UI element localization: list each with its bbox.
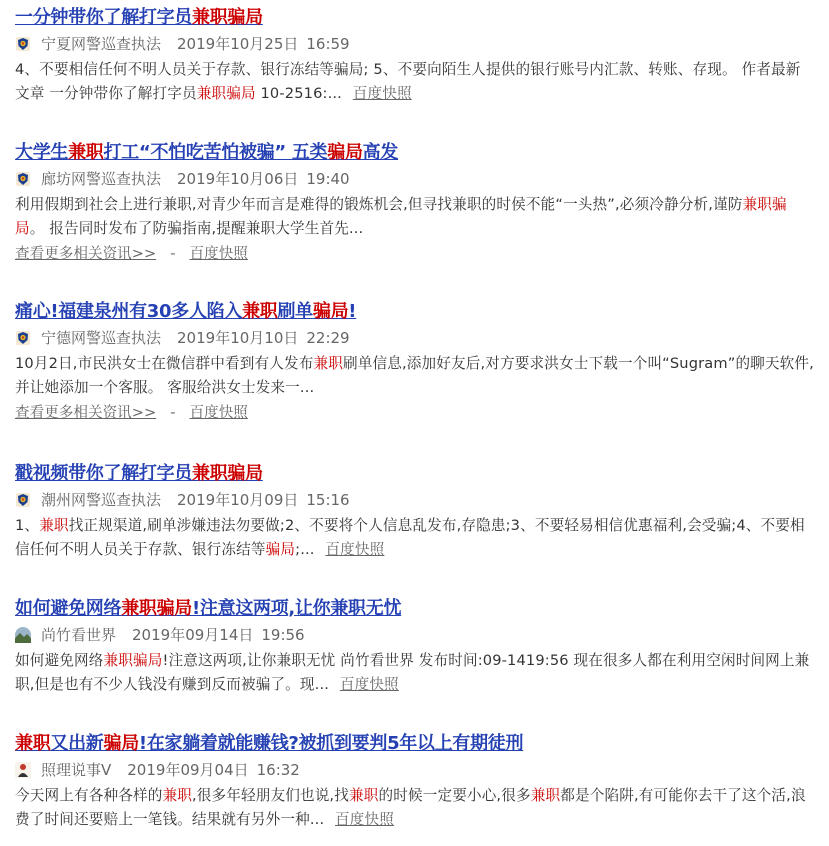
baidu-snapshot-link[interactable]: 百度快照 xyxy=(325,541,385,558)
result-meta xyxy=(15,760,815,780)
text-segment: 如何避免网络 xyxy=(15,598,122,619)
highlighted-keyword: 兼职骗局 xyxy=(15,196,787,237)
text-segment: 利用假期到社会上进行兼职,对青少年而言是难得的锻炼机会,但寻找兼职的时侯不能“一头热”,必须冷静分析,谨防 xyxy=(15,196,743,213)
publish-time: 16:59 xyxy=(306,35,350,53)
result-meta xyxy=(15,169,815,189)
result-meta xyxy=(15,328,815,348)
result-meta xyxy=(15,625,815,645)
source-name: 廊坊网警巡查执法 xyxy=(41,170,162,188)
result-abstract xyxy=(15,193,815,241)
police-badge-icon xyxy=(15,330,31,346)
highlighted-keyword: 兼职 xyxy=(15,733,51,754)
text-segment: 。 报告同时发布了防骗指南,提醒兼职大学生首先... xyxy=(29,220,364,237)
text-segment: !注意这两项,让你兼职无忧 尚竹看世界 发布时间:09-1419:56 现在很多人都在利用空闲时间网上兼职,但是也有不少人钱没有赚到反而被骗了。现... xyxy=(15,652,810,693)
result-title-link[interactable] xyxy=(15,141,815,165)
text-segment: !在家躺着就能赚钱?被抓到要判5年以上有期徒刑 xyxy=(138,733,524,754)
highlighted-keyword: 兼职骗局 xyxy=(121,598,193,619)
highlighted-keyword: 骗局 xyxy=(103,733,139,754)
text-segment: 戳视频带你了解打字员 xyxy=(15,463,192,484)
result-abstract xyxy=(15,784,815,832)
result-item xyxy=(15,141,815,265)
separator: - xyxy=(170,404,176,421)
result-title-link[interactable] xyxy=(15,6,815,30)
publish-time: 22:29 xyxy=(306,329,350,347)
publish-date: 2019年10月25日 xyxy=(177,35,299,53)
baidu-snapshot-link[interactable]: 百度快照 xyxy=(352,85,412,102)
source-name: 潮州网警巡查执法 xyxy=(41,491,162,509)
text-segment: 高发 xyxy=(362,142,399,163)
text-segment: 刷单 xyxy=(277,301,313,322)
text-segment: 痛心!福建泉州有30多人陷入 xyxy=(15,301,243,322)
text-segment: 10月2日,市民洪女士在微信群中看到有人发布 xyxy=(15,355,314,372)
text-segment: 又出新 xyxy=(50,733,104,754)
baidu-snapshot-link[interactable]: 百度快照 xyxy=(189,404,248,421)
publish-date: 2019年09月04日 xyxy=(127,761,249,779)
highlighted-keyword: 兼职骗局 xyxy=(192,7,263,28)
person-avatar-icon xyxy=(15,762,31,778)
highlighted-keyword: 兼职 xyxy=(242,301,278,322)
result-item xyxy=(15,732,815,832)
result-abstract xyxy=(15,58,815,106)
publish-time: 19:56 xyxy=(261,626,305,644)
baidu-snapshot-link[interactable]: 百度快照 xyxy=(335,811,395,828)
landscape-avatar-icon xyxy=(15,627,31,643)
result-meta xyxy=(15,490,815,510)
result-title-link[interactable] xyxy=(15,462,815,486)
more-links-row xyxy=(15,243,815,265)
text-segment: 找正规渠道,刷单涉嫌违法勿要做;2、不要将个人信息乱发布,存隐患;3、不要轻易相信优惠福利,会受骗;4、不要相信任何不明人员关于存款、银行冻结等 xyxy=(15,517,805,558)
result-item xyxy=(15,597,815,697)
text-segment: 如何避免网络 xyxy=(15,652,104,669)
text-segment: ;... xyxy=(295,541,320,558)
separator: - xyxy=(170,245,176,262)
result-item xyxy=(15,462,815,562)
highlighted-keyword: 兼职骗局 xyxy=(192,463,263,484)
highlighted-keyword: 兼职 xyxy=(39,517,69,534)
highlighted-keyword: 兼职 xyxy=(68,142,104,163)
text-segment: ! xyxy=(348,301,357,322)
result-meta xyxy=(15,34,815,54)
text-segment: !注意这两项,让你兼职无忧 xyxy=(192,598,402,619)
more-news-link[interactable]: 查看更多相关资讯>> xyxy=(15,404,157,421)
source-name: 宁夏网警巡查执法 xyxy=(41,35,162,53)
highlighted-keyword: 兼职 xyxy=(530,787,561,804)
result-item xyxy=(15,300,815,424)
result-abstract xyxy=(15,649,815,697)
text-segment: 打工“不怕吃苦怕被骗” 五类 xyxy=(103,142,328,163)
highlighted-keyword: 骗局 xyxy=(312,301,349,322)
highlighted-keyword: 骗局 xyxy=(327,142,363,163)
publish-date: 2019年10月10日 xyxy=(177,329,299,347)
publish-time: 19:40 xyxy=(306,170,350,188)
police-badge-icon xyxy=(15,36,31,52)
publish-date: 2019年10月09日 xyxy=(177,491,299,509)
police-badge-icon xyxy=(15,492,31,508)
highlighted-keyword: 兼职骗局 xyxy=(196,85,256,102)
result-title-link[interactable] xyxy=(15,300,815,324)
publish-time: 16:32 xyxy=(256,761,300,779)
text-segment: 今天网上有各种各样的 xyxy=(15,787,163,804)
publish-date: 2019年10月06日 xyxy=(177,170,299,188)
highlighted-keyword: 兼职 xyxy=(348,787,379,804)
source-name: 宁德网警巡查执法 xyxy=(41,329,162,347)
result-abstract xyxy=(15,514,815,562)
text-segment: 大学生 xyxy=(15,142,69,163)
text-segment: ,很多年轻朋友们也说,找 xyxy=(191,787,349,804)
highlighted-keyword: 兼职 xyxy=(313,355,343,372)
publish-time: 15:16 xyxy=(306,491,350,509)
text-segment: 10-2516:... xyxy=(255,85,347,102)
source-name: 照理说事V xyxy=(41,761,112,779)
highlighted-keyword: 兼职骗局 xyxy=(103,652,163,669)
police-badge-icon xyxy=(15,171,31,187)
highlighted-keyword: 骗局 xyxy=(265,541,296,558)
source-name: 尚竹看世界 xyxy=(41,626,117,644)
highlighted-keyword: 兼职 xyxy=(162,787,192,804)
text-segment: 都是个陷阱,有可能你去干了这个活,浪费了时间还要赔上一笔钱。结果就有另外一种... xyxy=(15,787,806,828)
text-segment: 刷单信息,添加好友后,对方要求洪女士下载一个叫“Sugram”的聊天软件,并让她添加一个客服。 客服给洪女士发来一... xyxy=(15,355,814,396)
text-segment: 一分钟带你了解打字员 xyxy=(15,7,192,28)
result-item xyxy=(15,6,815,106)
text-segment: 的时候一定要小心,很多 xyxy=(378,787,531,804)
result-abstract xyxy=(15,352,815,400)
baidu-snapshot-link[interactable]: 百度快照 xyxy=(189,245,248,262)
more-links-row xyxy=(15,402,815,424)
publish-date: 2019年09月14日 xyxy=(132,626,254,644)
baidu-snapshot-link[interactable]: 百度快照 xyxy=(339,676,399,693)
text-segment: 1、 xyxy=(15,517,40,534)
more-news-link[interactable]: 查看更多相关资讯>> xyxy=(15,245,157,262)
result-title-link[interactable] xyxy=(15,732,815,756)
text-segment: 4、不要相信任何不明人员关于存款、银行冻结等骗局; 5、不要向陌生人提供的银行账号内汇款、转账、存现。 作者最新文章 一分钟带你了解打字员 xyxy=(15,61,801,102)
result-title-link[interactable] xyxy=(15,597,815,621)
